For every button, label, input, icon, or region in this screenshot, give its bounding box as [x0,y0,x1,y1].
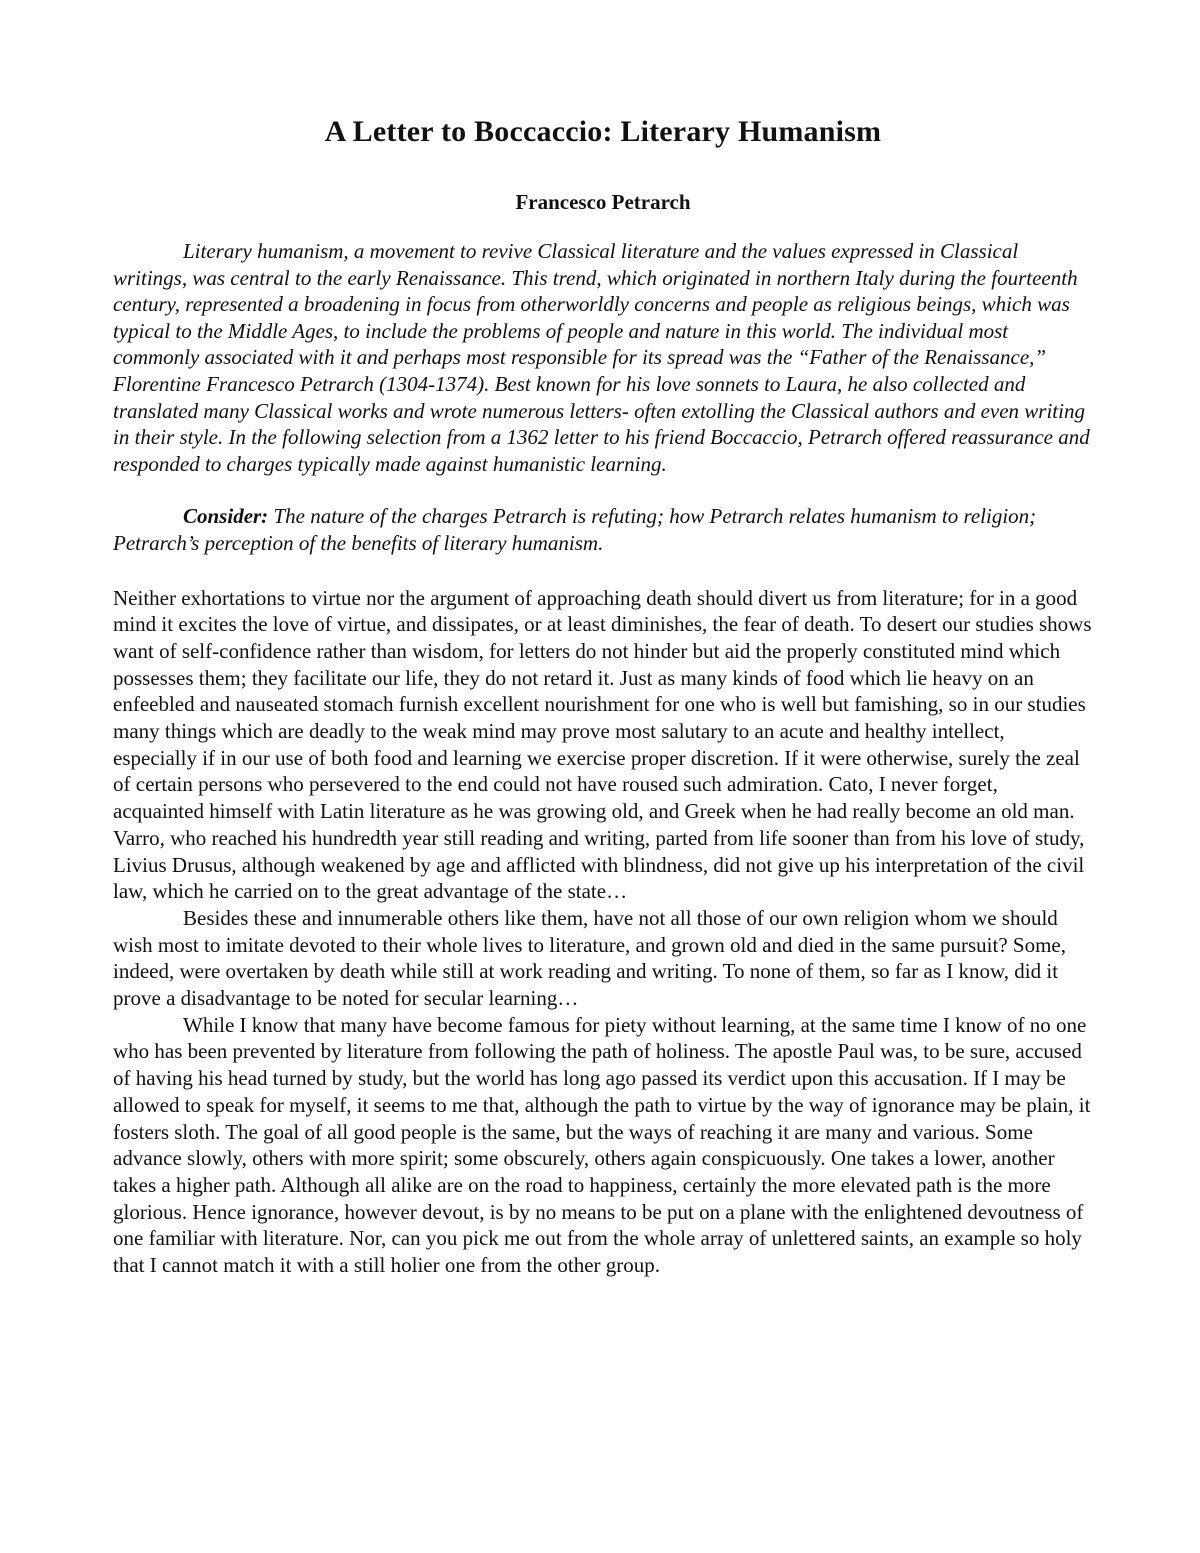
author-name: Francesco Petrarch [515,190,691,214]
document-page [113,112,1093,1279]
consider-label: Consider: [183,504,269,529]
letter-body [113,585,1093,1279]
body-paragraph: Besides these and innumerable others like them, have not all those of our own religion whom we should wish most to imitate devoted to their whole lives to literature, and grown old and died in the same pursuit? Some, indeed, were overtaken by death while still at work reading and writing. To none of them, so far as I know, did it prove a disadvantage to be noted for secular learning… [113,905,1066,1011]
body-paragraph: While I know that many have become famous for piety without learning, at the same time I know of no one who has been prevented by literature from following the path of holiness. The apostle Paul was, to be sure, accused of having his head turned by study, but the world has long ago passed its verdict upon this accusation. If I may be allowed to speak for myself, it seems to me that, although the path to virtue by the way of ignorance may be plain, it fosters sloth. The goal of all good people is the same, but the ways of reaching it are many and various. Some advance slowly, others with more spirit; some obscurely, others again conspicuously. One takes a lower, another takes a higher path. Although all alike are on the road to happiness, certainly the more elevated path is the more glorious. Hence ignorance, however devout, is by no means to be put on a plane with the enlightened devoutness of one familiar with literature. Nor, can you pick me out from the whole array of unlettered saints, an example so holy that I cannot match it with a still holier one from the other group. [113,1012,1091,1278]
intro-paragraph: Literary humanism, a movement to revive Classical literature and the values expressed in Classical writings, was central to the early Renaissance. This trend, which originated in northern Italy during the fourteenth century, represented a broadening in focus from otherworldly concerns and people as religious beings, which was typical to the Middle Ages, to include the problems of people and nature in this world. The individual most commonly associated with it and perhaps most responsible for its spread was the “Father of the Renaissance,” Florentine Francesco Petrarch (1304-1374). Best known for his love sonnets to Laura, he also collected and translated many Classical works and wrote numerous letters- often extolling the Classical authors and even writing in their style. In the following selection from a 1362 letter to his friend Boccaccio, Petrarch offered reassurance and responded to charges typically made against humanistic learning. [113,239,1090,476]
consider-text: The nature of the charges Petrarch is refuting; how Petrarch relates humanism to religion; Petrarch’s perception of the benefits of literary humanism. [113,504,1037,555]
consider-paragraph [113,503,1093,556]
document-title: A Letter to Boccaccio: Literary Humanism [324,115,882,148]
body-paragraph: Neither exhortations to virtue nor the argument of approaching death should divert us from literature; for in a good mind it excites the love of virtue, and dissipates, or at least diminishes, the fear of death. To desert our studies shows want of self-confidence rather than wisdom, for letters do not hinder but aid the properly constituted mind which possesses them; they facilitate our life, they do not retard it. Just as many kinds of food which lie heavy on an enfeebled and nauseated stomach furnish excellent nourishment for one who is well but famishing, so in our studies many things which are deadly to the weak mind may prove most salutary to an acute and healthy intellect, especially if in our use of both food and learning we exercise proper discretion. If it were otherwise, surely the zeal of certain persons who persevered to the end could not have roused such admiration. Cato, I never forget, acquainted himself with Latin literature as he was growing old, and Greek when he had really become an old man. Varro, who reached his hundredth year still reading and writing, parted from life sooner than from his love of study, Livius Drusus, although weakened by age and afflicted with blindness, did not give up his interpretation of the civil law, which he carried on to the great advantage of the state… [113,585,1092,904]
